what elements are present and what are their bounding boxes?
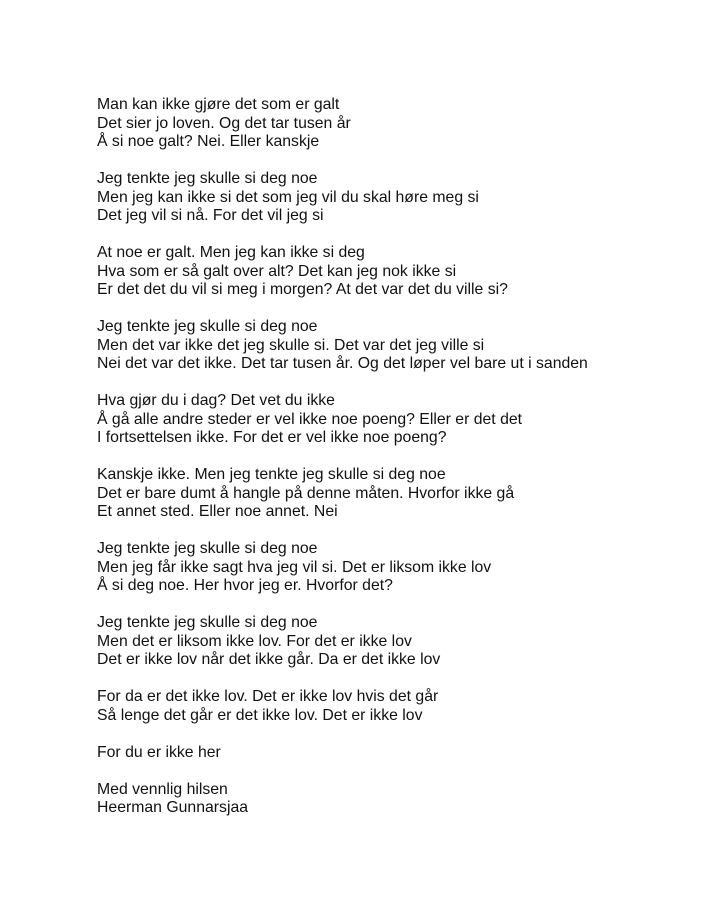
text-line: Å si deg noe. Her hvor jeg er. Hvorfor det? — [97, 577, 393, 594]
stanza — [97, 96, 707, 152]
text-line: Jeg tenkte jeg skulle si deg noe — [97, 170, 318, 187]
text-line: Hva som er så galt over alt? Det kan jeg nok ikke si — [97, 262, 457, 280]
text-line: Å si noe galt? Nei. Eller kanskje — [97, 133, 320, 150]
text-line: Nei det var det ikke. Det tar tusen år. Og det løper vel bare ut i sanden — [97, 355, 588, 372]
text-line: I fortsettelsen ikke. For det er vel ikke noe poeng? — [97, 429, 447, 446]
signature-name: Heerman Gunnarsjaa — [97, 799, 249, 816]
text-line: Men det var ikke det jeg skulle si. Det var det jeg ville si — [97, 336, 485, 354]
text-line: Et annet sted. Eller noe annet. Nei — [97, 503, 338, 520]
text-line: For du er ikke her — [97, 743, 221, 761]
stanza — [97, 614, 707, 670]
stanza — [97, 244, 707, 300]
text-line: Det jeg vil si nå. For det vil jeg si — [97, 207, 324, 224]
text-line: Det sier jo loven. Og det tar tusen år — [97, 114, 351, 132]
text-line: Jeg tenkte jeg skulle si deg noe — [97, 318, 318, 335]
text-line: Så lenge det går er det ikke lov. Det er ikke lov — [97, 706, 423, 724]
text-line: Men jeg kan ikke si det som jeg vil du skal høre meg si — [97, 188, 479, 206]
signature-block — [97, 781, 707, 818]
text-line: Å gå alle andre steder er vel ikke noe poeng? Eller er det det — [97, 410, 523, 428]
text-line: Jeg tenkte jeg skulle si deg noe — [97, 614, 318, 631]
text-line: Men det er liksom ikke lov. For det er ikke lov — [97, 632, 412, 650]
closing-line: Med vennlig hilsen — [97, 780, 228, 798]
stanza — [97, 392, 707, 448]
text-line: Kanskje ikke. Men jeg tenkte jeg skulle si deg noe — [97, 466, 446, 483]
text-line: Jeg tenkte jeg skulle si deg noe — [97, 540, 318, 557]
text-line: Hva gjør du i dag? Det vet du ikke — [97, 392, 335, 409]
text-line: Det er bare dumt å hangle på denne måten. Hvorfor ikke gå — [97, 484, 515, 502]
text-line: Man kan ikke gjøre det som er galt — [97, 96, 340, 113]
text-line: Men jeg får ikke sagt hva jeg vil si. Det er liksom ikke lov — [97, 558, 492, 576]
stanza — [97, 170, 707, 226]
stanza — [97, 318, 707, 374]
text-line: Er det det du vil si meg i morgen? At det var det du ville si? — [97, 281, 508, 298]
stanza — [97, 688, 707, 725]
text-line: At noe er galt. Men jeg kan ikke si deg — [97, 244, 365, 261]
text-line: For da er det ikke lov. Det er ikke lov hvis det går — [97, 688, 439, 705]
letter-text — [97, 96, 707, 836]
stanza — [97, 466, 707, 522]
stanza — [97, 744, 707, 763]
stanza — [97, 540, 707, 596]
text-line: Det er ikke lov når det ikke går. Da er det ikke lov — [97, 651, 441, 668]
